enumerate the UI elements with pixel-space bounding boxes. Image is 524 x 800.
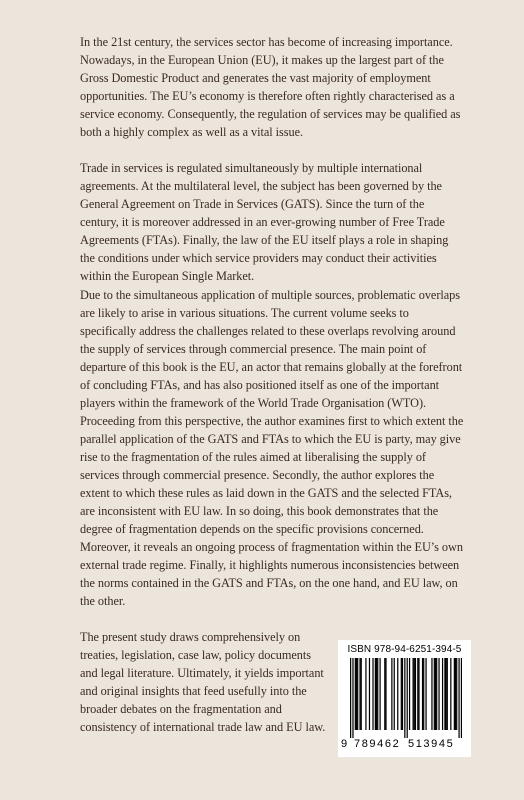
barcode-bar bbox=[412, 658, 413, 730]
isbn-label: ISBN 978-94-6251-394-5 bbox=[347, 644, 462, 655]
barcode-digits bbox=[338, 738, 471, 752]
barcode-bar bbox=[445, 658, 446, 730]
barcode-bar bbox=[461, 658, 462, 738]
barcode-bar bbox=[375, 658, 376, 730]
barcode-bar bbox=[394, 658, 395, 730]
barcode-bar bbox=[350, 658, 351, 738]
barcode-bar bbox=[397, 658, 398, 730]
isbn-barcode bbox=[338, 640, 471, 757]
barcode-bar bbox=[401, 658, 402, 730]
barcode-digits-left: 789462 bbox=[354, 738, 401, 750]
barcode-bar bbox=[458, 658, 459, 738]
blurb-paragraph-4: The present study draws comprehensively on treaties, legislation, case law, policy documents and legal literature. Ultimately, it yields important and original insights that feed usefully into the broader debates on the fragmentation and consistency of international trade law and EU law. bbox=[80, 630, 326, 734]
barcode-bar bbox=[414, 658, 415, 730]
barcode-bar bbox=[356, 658, 357, 730]
barcode-digits-right: 513945 bbox=[408, 738, 455, 750]
barcode-bar bbox=[352, 658, 353, 738]
blurb-paragraph-2: Trade in services is regulated simultaneously by multiple international agreements. At the multilateral level, the subject has been governed by the General Agreement on Trade in Services (GATS). Since the turn of the century, it is moreover addressed in an ever-growing number of Free Trade Agreements (FTAs). Finally, the law of the EU itself plays a role in shaping the conditions under which service providers may conduct their activities within the European Single Market. bbox=[80, 161, 449, 283]
barcode-bar bbox=[377, 658, 378, 730]
barcode-bar bbox=[447, 658, 448, 730]
barcode-bar bbox=[423, 658, 424, 730]
barcode-bar bbox=[407, 658, 408, 738]
barcode-bar bbox=[454, 658, 455, 730]
barcode-bar bbox=[404, 658, 405, 738]
barcode-bar bbox=[422, 658, 423, 730]
barcode-bar bbox=[434, 658, 435, 730]
barcode-bar bbox=[359, 658, 360, 730]
barcode-bar bbox=[372, 658, 373, 730]
barcode-bar bbox=[391, 658, 392, 730]
barcode-bar bbox=[442, 658, 443, 730]
barcode-bar bbox=[444, 658, 445, 730]
blurb-paragraph-1: In the 21st century, the services sector has become of increasing importance. Nowadays, in the European Union (EU), it makes up the largest part of the Gross Domestic Product and generates the vast majority of employment opportunities. The EU’s economy is therefore often rightly characterised as a service economy. Consequently, the regulation of services may be qualified as both a highly complex as well as a vital issue. bbox=[80, 35, 461, 139]
barcode-bar bbox=[431, 658, 432, 730]
barcode-bar bbox=[385, 658, 386, 730]
blurb-paragraph-3: Due to the simultaneous application of multiple sources, problematic overlaps are likely to arise in various situations. The current volume seeks to specifically address the challenges related to these overlaps revolving around the supply of services through commercial presence. The main point of departure of this book is the EU, an actor that remains globally at the forefront of concluding FTAs, and has also positioned itself as one of the important players within the framework of the World Trade Organisation (WTO). Proceeding from this perspective, the author examines first to which extent the parallel application of the GATS and FTAs to which the EU is party, may give rise to the fragmentation of the rules aimed at liberalising the supply of services through commercial presence. Secondly, the author explores the extent to which these rules as laid down in the GATS and the selected FTAs, are inconsistent with EU law. In so doing, this book demonstrates that the degree of fragmentation depends on the specific provisions concerned. Moreover, it reveals an ongoing process of fragmentation within the EU’s own external trade regime. Finally, it highlights numerous inconsistencies between the norms contained in the GATS and FTAs, on the one hand, and EU law, on the other. bbox=[80, 288, 464, 608]
barcode-bar bbox=[418, 658, 419, 730]
barcode-bar bbox=[415, 658, 416, 730]
barcode-bar bbox=[450, 658, 451, 730]
barcode-bars bbox=[350, 658, 462, 738]
barcode-bar bbox=[369, 658, 370, 730]
barcode-bar bbox=[425, 658, 426, 730]
barcode-bar bbox=[438, 658, 439, 730]
barcode-bar bbox=[376, 658, 377, 730]
barcode-bar bbox=[409, 658, 410, 730]
barcode-bar bbox=[357, 658, 358, 730]
barcode-bar bbox=[456, 658, 457, 730]
barcode-bar bbox=[436, 658, 437, 730]
barcode-bar bbox=[379, 658, 380, 730]
barcode-bar bbox=[455, 658, 456, 730]
barcode-bar bbox=[402, 658, 403, 730]
barcode-bar bbox=[365, 658, 366, 730]
barcode-bar bbox=[361, 658, 362, 730]
barcode-bar bbox=[355, 658, 356, 730]
barcode-bar bbox=[384, 658, 385, 730]
barcode-digit-first: 9 bbox=[341, 738, 348, 750]
barcode-bar bbox=[435, 658, 436, 730]
barcode-bar bbox=[417, 658, 418, 730]
